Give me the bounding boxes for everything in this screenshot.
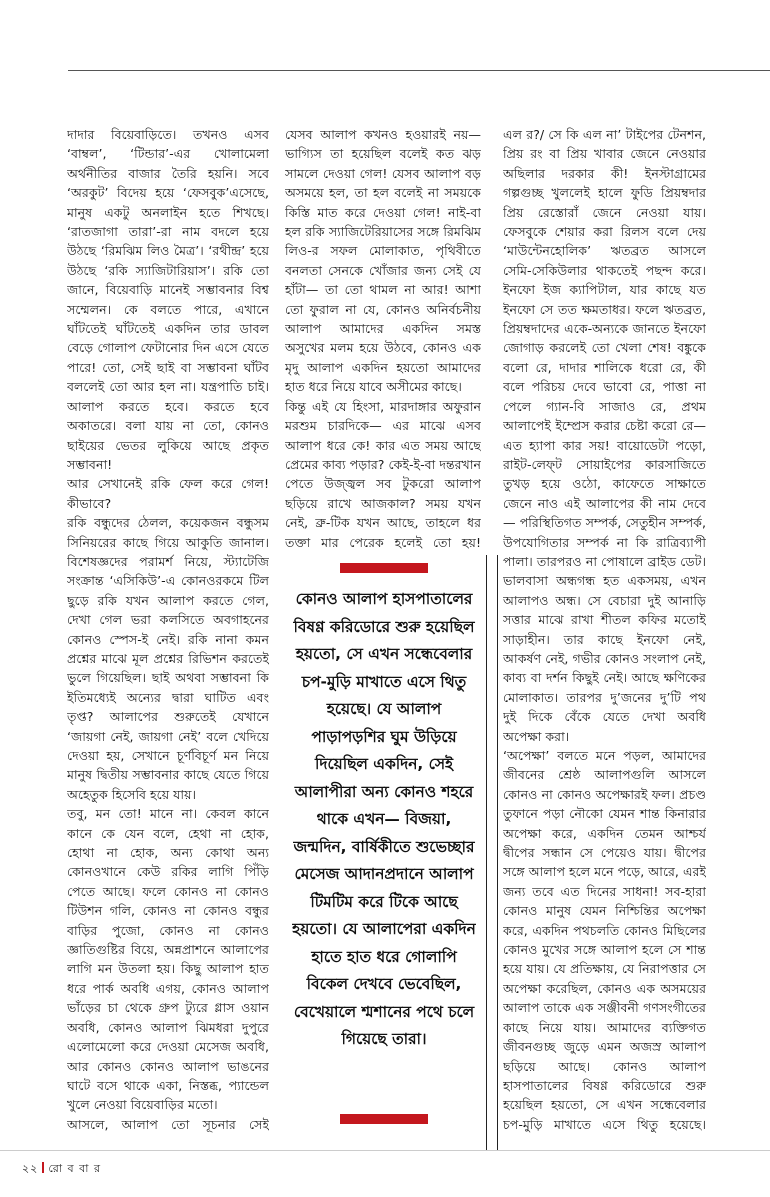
pull-quote-divider-left <box>486 555 487 1151</box>
pull-quote-divider-right <box>497 555 498 1151</box>
article-column-2: যেসব আলাপ কখনও হওয়ারই নয়— ভাগ্যিস তা হয়েছিল বলেই কত ঝড় সামলে দেওয়া গেল! যেসব আলাপ বড় অসময়ে হল, তা হল বলেই না সময়কে কিস্তি মাত করে দেওয়া গেল! নাই-বা হল রকি স্যাজিটেরিয়াসের সঙ্গে রিমঝিম লিও-র সফল মোলাকাত, পৃথিবীতে বনলতা সেনকে খোঁজার জন্য সেই যে হাঁটা— তা তো থামল না আর! আশা তো ফুরাল না যে, কোনও অনির্বচনীয় আলাপ আমাদের একদিন সমস্ত অসুখের মলম হয়ে উঠবে, কোনও এক মৃদু আলাপ একদিন হয়তো আমাদের হাত ধরে নিয়ে যাবে অসীমের কাছে। কিন্তু এই যে হিংসা, মারদাঙ্গার অফুরান মরশুম চারদিকে— এর মাঝে এসব আলাপ ধরে কে! কার এত সময় আছে প্রেমের কাব্য পড়ার? কেই-ই-বা দন্তরখান পেতে উজ্জ্বল সব টুকরো আলাপ ছড়িয়ে রাখে আজকাল? সময় যখন নেই, ব্রু-টিক যখন আছে, তাহলে ধর তক্তা মার পেরেক হলেই তো হয়! <box>285 127 481 550</box>
top-rule <box>68 70 770 71</box>
footer-separator <box>42 1162 44 1173</box>
page-number: ২২ <box>22 1162 39 1175</box>
article-column-3: এল র?/ সে কি এল না’ টাইপের টেনশন, প্রিয় রং বা প্রিয় খাবার জেনে নেওয়ার অছিলার দরকার কী! ইনস্টাগ্রামের গল্পগুচ্ছ খুললেই হালে ফুডি প্রিয়ম্বদার প্রিয় রেস্তোরাঁ জেনে নেওয়া যায়। ফেসবুকে শেয়ার করা রিলস বলে দেয় ‘মাউন্টেনহোলিক’ ঋতব্রত আসলে সেমি-সেকিউলার থাকতেই পছন্দ করে। ইনফো ইজ ক্যাপিটাল, যার কাছে যত ইনফো সে তত ক্ষমতাধর। ফলে ঋতব্রত, প্রিয়ম্বদাদের একে-অন্যকে জানতে ইনফো জোগাড় করলেই তো খেলা শেষ! বঙ্কুকে বলো রে, দাদার শালিকে ধরো রে, কী বলে পরিচয় দেবে ভাবো রে, পাত্তা না পেলে গ্যান-বি সাজাও রে, প্রথম আলাপেই ইম্প্রেস করার চেষ্টা করো রে— এত হ্যাপা কার সয়! বায়োডেটা পড়ো, রাইট-লেফ্‌ট সোয়াইপের কারসাজিতে তুখড় হয়ে ওঠো, কাফেতে সাক্ষাতে জেনে নাও এই আলাপের কী নাম দেবে— পরিস্থিতিগত সম্পর্ক, সেতুহীন সম্পর্ক, উপযোগিতার সম্পর্ক না কি রাত্রিব্যাপী পালা। তারপরও না পোষালে ব্রাইড ডেট। ভালবাসা অন্ধগন্ধ হত একসময়, এখন আলাপও অন্ধ। সে বেচারা দুই আনাড়ি সত্তার মাঝে রাখা শীতল কফির মতোই সাড়াহীন। তার কাছে ইনফো নেই, আকর্ষণ নেই, গভীর কোনও সংলাপ নেই, কাব্য বা দর্শন কিছুই নেই। আছে ক্ষণিকের মোলাকাত। তারপর দু’জনের দু’টি পথ দুই দিকে বেঁকে যেতে দেখা অবধি অপেক্ষা করা। ‘অপেক্ষা’ বলতে মনে পড়ল, আমাদের জীবনের শ্রেষ্ঠ আলাপগুলি আসলে কোনও না কোনও অপেক্ষারই ফল। প্রচণ্ড তুফানে পড়া নৌকো যেমন শান্ত কিনারার অপেক্ষা করে, একদিন তেমন আশ্চর্য দ্বীপের সন্ধান সে পেয়েও যায়। দ্বীপের সঙ্গে আলাপ হলে মনে পড়ে, আরে, এরই জন্য তবে এত দিনের সাধনা! সব-হারা কোনও মানুষ যেমন নিশ্চিন্তির অপেক্ষা করে, একদিন পথচলতি কোনও মিছিলের কোনও মুখের সঙ্গে আলাপ হলে সে শান্ত হয়ে যায়। যে প্রতিক্ষায়, যে নিরাপত্তার সে অপেক্ষা করেছিল, কোনও এক অসময়ের আলাপ তাকে এক সঞ্জীবনী গণসংগীতের কাছে নিয়ে যায়। আমাদের ব্যক্তিগত জীবনগুচ্ছ জুড়ে এমন অজস্র আলাপ ছড়িয়ে আছে। কোনও আলাপ হাসপাতালের বিষণ্ণ করিডোরে শুরু হয়েছিল হয়তো, সে এখন সন্ধেবেলার চপ-মুড়ি মাখাতে এসে থিতু হয়েছে। <box>503 127 706 1132</box>
pull-quote-bottom-bar <box>340 1114 428 1124</box>
article-column-1: দাদার বিয়েবাড়িতে। তখনও এসব ‘বাম্বল’, ‘টিন্ডার’-এর খোলামেলা অর্থনীতির বাজার তৈরি হয়নি। সবে ‘অরকুট’ বিদেয় হয়ে ‘ফেসবুক’এসেছে, মানুষ একটু অনলাইন হতে শিখছে। ‘রাতজাগা তারা’-রা নাম বদলে হয়ে উঠছে ‘রিমঝিম লিও মৈত্র’। ‘রথীন্দ্র’ হয়ে উঠছে ‘রকি স্যাজিটারিয়াস’। রকি তো জানে, বিয়েবাড়ি মানেই সম্ভাবনার বিশ্ব সম্মেলন। কে বলতে পারে, এখানে ঘাঁটতেই ঘাঁটতেই একদিন তার ডাবল বেড়ে গোলাপ ফেটানোর দিন এসে যেতে পারে! তো, সেই ছাই বা সম্ভাবনা ঘাঁটব বললেই তো আর হল না। যন্ত্রপাতি চাই। আলাপ করতে হবে। করতে হবে অকাতরে। বলা যায় না তো, কোনও ছাইয়ের ভেতর লুকিয়ে আছে প্রকৃত সম্ভাবনা! আর সেখানেই রকি ফেল করে গেল! কীভাবে? রকি বন্ধুদের ঠেলল, কয়েকজন বন্ধুসম সিনিয়রের কাছে গিয়ে আকুতি জানাল। বিশেষজ্ঞদের পরামর্শ নিয়ে, স্ট্যাটেজি সংক্রান্ত ‘এসিকিউ’-এ কোনওরকমে টিল ছুড়ে রকি যখন আলাপ করতে গেল, দেখা গেল ভরা কলসিতে অবগাহনের কোনও স্পেস-ই নেই। রকি নানা কমন প্রশ্নের মাঝে মূল প্রশ্নের রিভিশন করতেই ভুলে গিয়েছিল। ছাই অথবা সম্ভাবনা কি ইতিমধ্যেই অন্যের দ্বারা ঘাটিত এবং তৃপ্ত? আলাপের শুরুতেই যেখানে ‘জায়গা নেই, জায়গা নেই’ বলে খেদিয়ে দেওয়া হয়, সেখানে চূর্ণবিচূর্ণ মন নিয়ে মানুষ দ্বিতীয় সম্ভাবনার কাছে যেতে গিয়ে অহেতুক হিসেবি হয়ে যায়। তবু, মন তো! মানে না। কেবল কানে কানে কে যেন বলে, হেথা না হোক, হোথা না হোক, অন্য কোথা অন্য কোনওখানে কেউ রকির লাগি পিঁড়ি পেতে আছে। ফলে কোনও না কোনও টিউশন গলি, কোনও না কোনও বন্ধুর বাড়ির পুজো, কোনও না কোনও জ্ঞাতিগুষ্টির বিয়ে, অন্নপ্রাশনে আলাপের লাগি মন উতলা হয়। কিছু আলাপ হাত ধরে পার্ক অবধি এগয়, কোনও আলাপ ভাঁড়ের চা থেকে গ্রুপ ট্যুরে গ্লাস ওয়ান অবধি, কোনও আলাপ ঝিমধরা দুপুরে এলোমেলো করে দেওয়া মেসেজ অবধি, আর কোনও কোনও আলাপ ভাঙনের ঘাটে বসে থাকে একা, নিস্তব্ধ, প্যান্ডেল খুলে নেওয়া বিয়েবাড়ির মতো। আসলে, আলাপ তো সূচনার সেই <box>67 127 269 1132</box>
footer-rule <box>0 1150 770 1151</box>
pull-quote: কোনও আলাপ হাসপাতালের বিষণ্ণ করিডোরে শুরু হয়েছিল হয়তো, সে এখন সন্ধেবেলার চপ-মুড়ি মাখাতে এসে থিতু হয়েছে। যে আলাপ পাড়াপড়শির ঘুম উড়িয়ে দিয়েছিল একদিন, সেই আলাপীরা অন্য কোনও শহরে থাকে এখন— বিজয়া, জন্মদিন, বার্ষিকীতে শুভেচ্ছার মেসেজ আদানপ্রদানে আলাপ টিমটিম করে টিকে আছে হয়তো। যে আলাপেরা একদিন হাতে হাত ধরে গোলাপি বিকেল দেখবে ভেবেছিল, বেখেয়ালে শ্মশানের পথে চলে গিয়েছে তারা। <box>292 590 476 1048</box>
pull-quote-box <box>292 558 476 1152</box>
pull-quote-top-bar <box>340 563 428 573</box>
publication-name: রো ব বা র <box>48 1162 101 1175</box>
page-footer <box>22 1160 101 1179</box>
